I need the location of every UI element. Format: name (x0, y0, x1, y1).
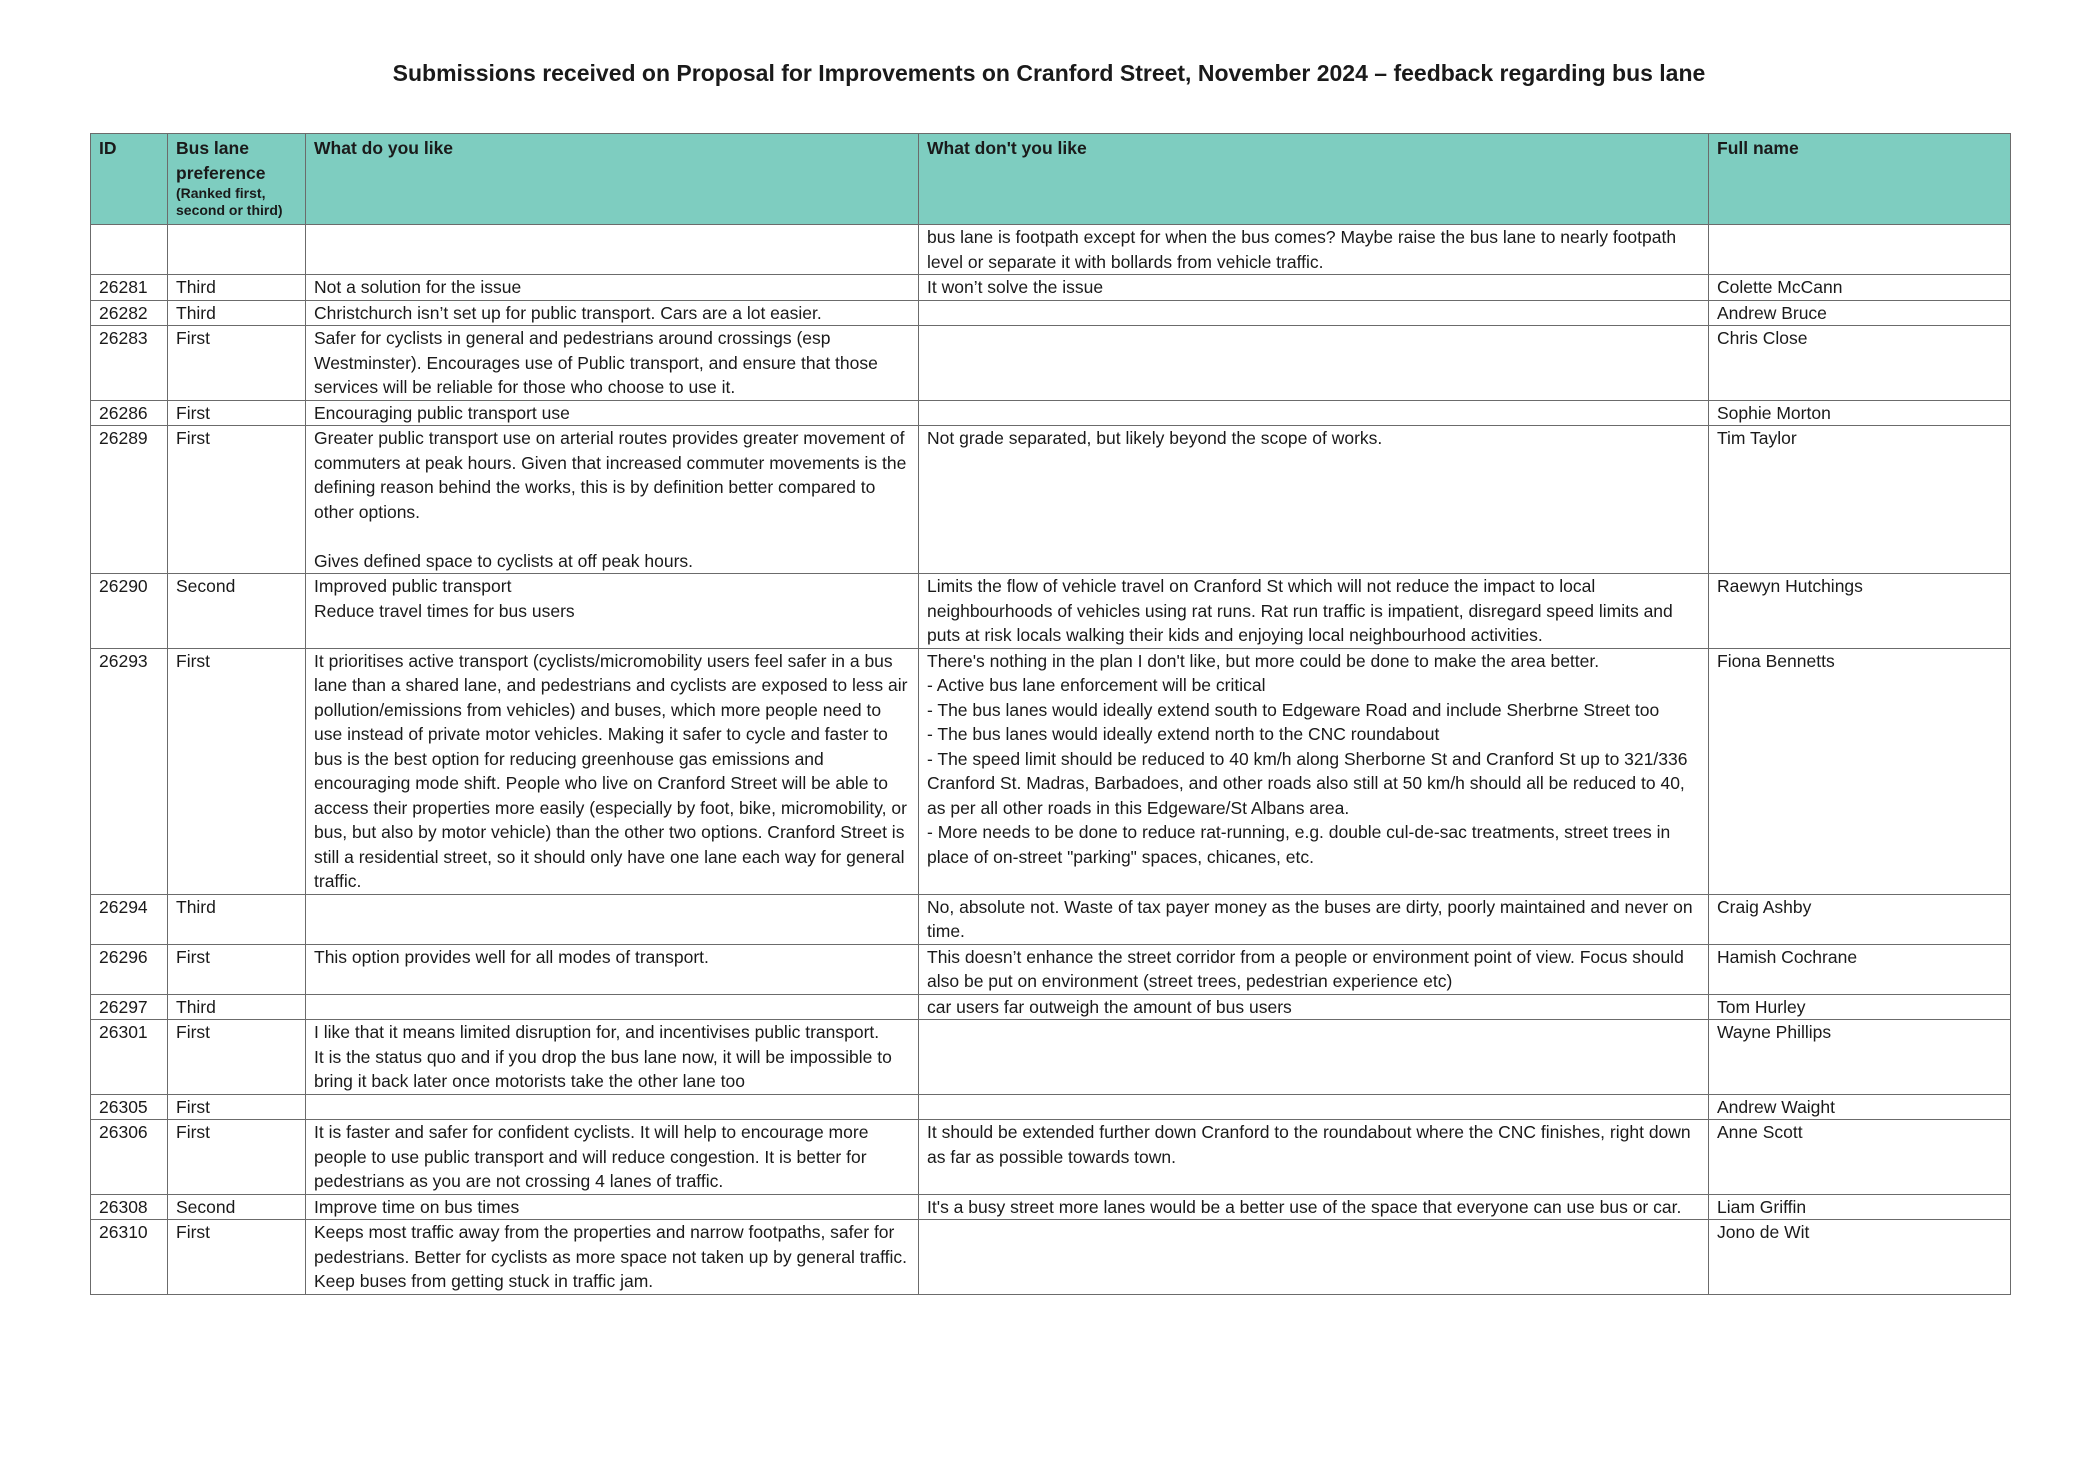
submissions-table (90, 133, 2011, 1295)
cell-name: Fiona Bennetts (1709, 648, 2011, 894)
table-header-row (91, 134, 2011, 225)
table-row (91, 994, 2011, 1020)
table-row (91, 1194, 2011, 1220)
cell-dislikes (919, 1094, 1709, 1120)
cell-name: Andrew Bruce (1709, 300, 2011, 326)
cell-name: Andrew Waight (1709, 1094, 2011, 1120)
cell-preference: Third (168, 894, 306, 944)
cell-name: Craig Ashby (1709, 894, 2011, 944)
cell-likes: Improve time on bus times (306, 1194, 919, 1220)
cell-id: 26286 (91, 400, 168, 426)
cell-likes (306, 225, 919, 275)
column-header-preference (168, 134, 306, 225)
cell-likes: This option provides well for all modes of transport. (306, 944, 919, 994)
cell-likes (306, 894, 919, 944)
cell-dislikes: Limits the flow of vehicle travel on Cranford St which will not reduce the impact to local neighbourhoods of vehicles using rat runs. Rat run traffic is impatient, disregard speed limits and puts at risk locals walking their kids and enjoying local neighbourhood activities. (919, 574, 1709, 649)
cell-likes: Improved public transport Reduce travel times for bus users (306, 574, 919, 649)
cell-likes: Keeps most traffic away from the properties and narrow footpaths, safer for pedestrians. Better for cyclists as more space not taken up by general traffic. Keep buses from getting stuck in traffic jam. (306, 1220, 919, 1295)
cell-likes: I like that it means limited disruption for, and incentivises public transport. It is the status quo and if you drop the bus lane now, it will be impossible to bring it back later once motorists take the other lane too (306, 1020, 919, 1095)
table-row (91, 1220, 2011, 1295)
cell-likes: It prioritises active transport (cyclists/micromobility users feel safer in a bus lane than a shared lane, and pedestrians and cyclists are exposed to less air pollution/emissions from vehicles) and buses, which more people need to use instead of private motor vehicles. Making it safer to cycle and faster to bus is the best option for reducing greenhouse gas emissions and encouraging mode shift. People who live on Cranford Street will be able to access their properties more easily (especially by foot, bike, micromobility, or bus, but also by motor vehicle) than the other two options. Cranford Street is still a residential street, so it should only have one lane each way for general traffic. (306, 648, 919, 894)
cell-name: Sophie Morton (1709, 400, 2011, 426)
cell-name: Jono de Wit (1709, 1220, 2011, 1295)
cell-dislikes: It should be extended further down Cranford to the roundabout where the CNC finishes, right down as far as possible towards town. (919, 1120, 1709, 1195)
table-row (91, 426, 2011, 574)
cell-preference: Third (168, 300, 306, 326)
table-row (91, 894, 2011, 944)
cell-id: 26289 (91, 426, 168, 574)
cell-id: 26308 (91, 1194, 168, 1220)
cell-preference: Second (168, 1194, 306, 1220)
cell-id: 26296 (91, 944, 168, 994)
cell-preference (168, 225, 306, 275)
preference-header-note: (Ranked first, second or third) (176, 185, 283, 218)
cell-id: 26282 (91, 300, 168, 326)
cell-name: Tom Hurley (1709, 994, 2011, 1020)
cell-preference: First (168, 648, 306, 894)
cell-dislikes (919, 400, 1709, 426)
cell-dislikes: car users far outweigh the amount of bus users (919, 994, 1709, 1020)
cell-name: Raewyn Hutchings (1709, 574, 2011, 649)
cell-likes: It is faster and safer for confident cyclists. It will help to encourage more people to use public transport and will reduce congestion. It is better for pedestrians as you are not crossing 4 lanes of traffic. (306, 1120, 919, 1195)
table-row (91, 648, 2011, 894)
table-row (91, 326, 2011, 401)
column-header-id: ID (91, 134, 168, 225)
cell-preference: First (168, 426, 306, 574)
cell-id: 26305 (91, 1094, 168, 1120)
cell-id: 26294 (91, 894, 168, 944)
column-header-dislikes: What don't you like (919, 134, 1709, 225)
cell-name: Colette McCann (1709, 275, 2011, 301)
table-row (91, 1094, 2011, 1120)
page-title: Submissions received on Proposal for Improvements on Cranford Street, November 2024 – feedback regarding bus lane (392, 60, 1706, 86)
cell-id: 26283 (91, 326, 168, 401)
cell-likes: Safer for cyclists in general and pedestrians around crossings (esp Westminster). Encourages use of Public transport, and ensure that those services will be reliable for those who choose to use it. (306, 326, 919, 401)
cell-preference: First (168, 1094, 306, 1120)
cell-preference: Third (168, 994, 306, 1020)
cell-dislikes: This doesn’t enhance the street corridor from a people or environment point of view. Focus should also be put on environment (street trees, pedestrian experience etc) (919, 944, 1709, 994)
cell-name (1709, 225, 2011, 275)
column-header-likes: What do you like (306, 134, 919, 225)
cell-dislikes (919, 326, 1709, 401)
cell-dislikes: bus lane is footpath except for when the bus comes? Maybe raise the bus lane to nearly footpath level or separate it with bollards from vehicle traffic. (919, 225, 1709, 275)
cell-preference: First (168, 944, 306, 994)
table-row (91, 400, 2011, 426)
cell-name: Tim Taylor (1709, 426, 2011, 574)
cell-likes: Christchurch isn’t set up for public transport. Cars are a lot easier. (306, 300, 919, 326)
cell-likes: Encouraging public transport use (306, 400, 919, 426)
cell-likes: Greater public transport use on arterial routes provides greater movement of commuters at peak hours. Given that increased commuter movements is the defining reason behind the works, this is by definition better compared to other options. Gives defined space to cyclists at off peak hours. (306, 426, 919, 574)
cell-name: Hamish Cochrane (1709, 944, 2011, 994)
cell-dislikes (919, 1220, 1709, 1295)
cell-likes: Not a solution for the issue (306, 275, 919, 301)
cell-id: 26306 (91, 1120, 168, 1195)
cell-preference: First (168, 326, 306, 401)
cell-preference: Third (168, 275, 306, 301)
table-row (91, 275, 2011, 301)
cell-dislikes: Not grade separated, but likely beyond the scope of works. (919, 426, 1709, 574)
table-row (91, 944, 2011, 994)
cell-id: 26290 (91, 574, 168, 649)
cell-preference: First (168, 1020, 306, 1095)
cell-name: Wayne Phillips (1709, 1020, 2011, 1095)
cell-preference: First (168, 1220, 306, 1295)
table-row (91, 1020, 2011, 1095)
table-row (91, 574, 2011, 649)
cell-name: Chris Close (1709, 326, 2011, 401)
cell-dislikes: It's a busy street more lanes would be a better use of the space that everyone can use bus or car. (919, 1194, 1709, 1220)
cell-id: 26301 (91, 1020, 168, 1095)
cell-preference: Second (168, 574, 306, 649)
preference-header-label: Bus lane preference (176, 138, 266, 183)
cell-name: Liam Griffin (1709, 1194, 2011, 1220)
cell-preference: First (168, 1120, 306, 1195)
cell-id: 26310 (91, 1220, 168, 1295)
cell-id: 26297 (91, 994, 168, 1020)
cell-id (91, 225, 168, 275)
cell-dislikes: There's nothing in the plan I don't like, but more could be done to make the area better. - Active bus lane enforcement will be critical - The bus lanes would ideally extend south to Edgeware Road and include Sherbrne Street too - The bus lanes would ideally extend north to the CNC roundabout - The speed limit should be reduced to 40 km/h along Sherborne St and Cranford St up to 321/336 Cranford St. Madras, Barbadoes, and other roads also still at 50 km/h should all be reduced to 40, as per all other roads in this Edgeware/St Albans area. - More needs to be done to reduce rat-running, e.g. double cul-de-sac treatments, street trees in place of on-street "parking" spaces, chicanes, etc. (919, 648, 1709, 894)
cell-dislikes: It won’t solve the issue (919, 275, 1709, 301)
cell-id: 26293 (91, 648, 168, 894)
cell-name: Anne Scott (1709, 1120, 2011, 1195)
cell-preference: First (168, 400, 306, 426)
cell-likes (306, 994, 919, 1020)
table-row (91, 300, 2011, 326)
cell-likes (306, 1094, 919, 1120)
cell-dislikes (919, 300, 1709, 326)
table-row (91, 1120, 2011, 1195)
cell-dislikes (919, 1020, 1709, 1095)
cell-dislikes: No, absolute not. Waste of tax payer money as the buses are dirty, poorly maintained and never on time. (919, 894, 1709, 944)
cell-id: 26281 (91, 275, 168, 301)
table-row (91, 225, 2011, 275)
column-header-name: Full name (1709, 134, 2011, 225)
